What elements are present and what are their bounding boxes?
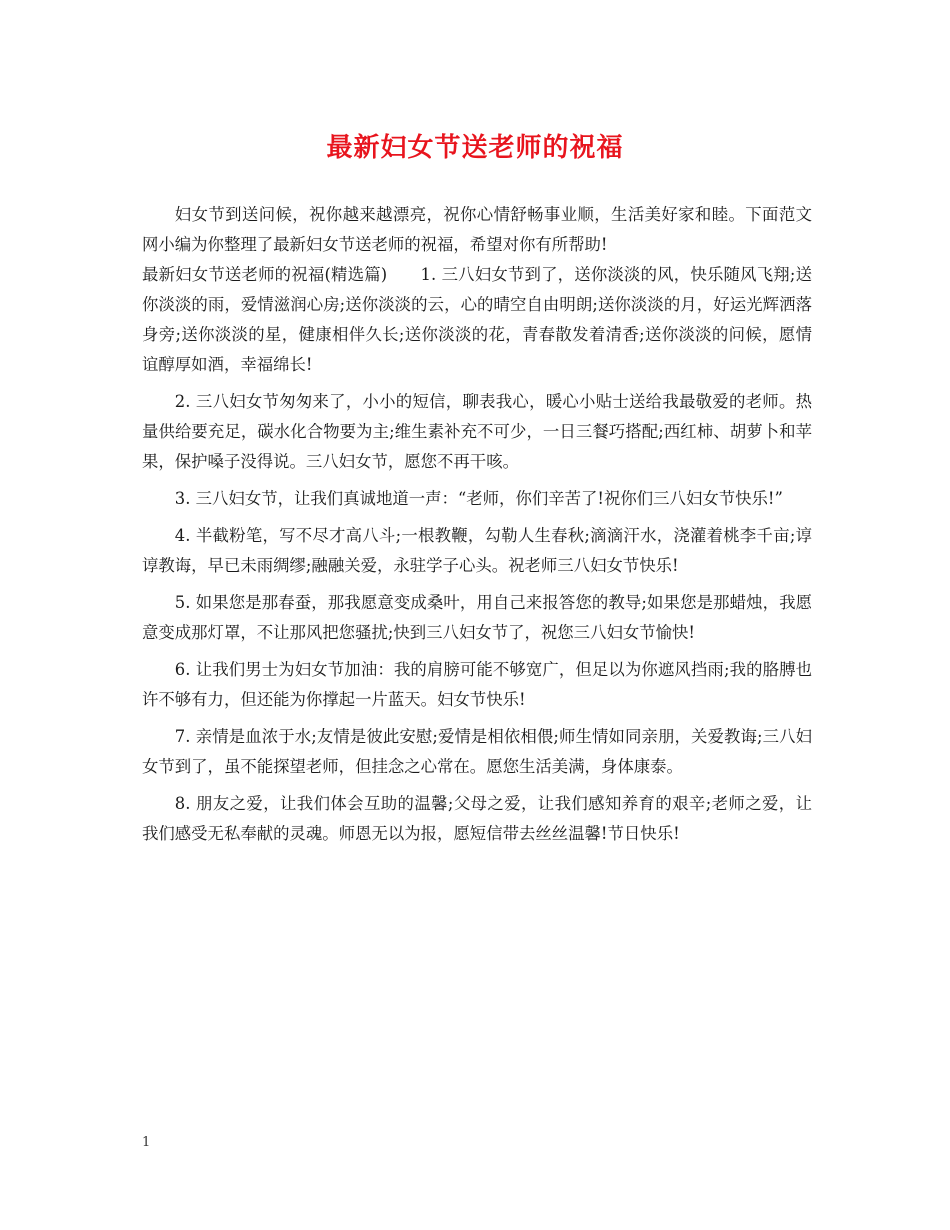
wish-item-5: 5. 如果您是那春蚕，那我愿意变成桑叶，用自己来报答您的教导;如果您是那蜡烛，我愿意变成那灯罩，不让那风把您骚扰;快到三八妇女节了，祝您三八妇女节愉快!: [142, 593, 812, 642]
page-number: 1: [142, 1135, 151, 1150]
wish-item-2: 2. 三八妇女节匆匆来了，小小的短信，聊表我心，暖心小贴士送给我最敬爱的老师。热量供给要充足，碳水化合物要为主;维生素补充不可少，一日三餐巧搭配;西红柿、胡萝卜和苹果，保护嗓子没得说。三八妇女节，愿您不再干咳。: [142, 392, 812, 471]
wish-item-6: 6. 让我们男士为妇女节加油：我的肩膀可能不够宽广，但足以为你遮风挡雨;我的胳膊也许不够有力，但还能为你撑起一片蓝天。妇女节快乐!: [142, 660, 812, 709]
intro-paragraph: 妇女节到送问候，祝你越来越漂亮，祝你心情舒畅事业顺，生活美好家和睦。下面范文网小编为你整理了最新妇女节送老师的祝福，希望对你有所帮助!: [142, 205, 812, 254]
wish-item-7: 7. 亲情是血浓于水;友情是彼此安慰;爱情是相依相偎;师生情如同亲朋，关爱教诲;三八妇女节到了，虽不能探望老师，但挂念之心常在。愿您生活美满，身体康泰。: [142, 727, 812, 776]
section-paragraph: 最新妇女节送老师的祝福(精选篇) 1. 三八妇女节到了，送你淡淡的风，快乐随风飞翔;送你淡淡的雨，爱情滋润心房;送你淡淡的云，心的晴空自由明朗;送你淡淡的月，好运光辉洒落身旁;送你淡淡的星，健康相伴久长;送你淡淡的花，青春散发着清香;送你淡淡的问候，愿情谊醇厚如酒，幸福绵长!: [142, 265, 812, 374]
document-title: 最新妇女节送老师的祝福: [326, 133, 624, 163]
wish-item-8: 8. 朋友之爱，让我们体会互助的温馨;父母之爱，让我们感知养育的艰辛;老师之爱，让我们感受无私奉献的灵魂。师恩无以为报，愿短信带去丝丝温馨!节日快乐!: [142, 794, 812, 843]
document-body: [142, 200, 812, 856]
wish-item-4: 4. 半截粉笔，写不尽才高八斗;一根教鞭，勾勒人生春秋;滴滴汗水，浇灌着桃李千亩;谆谆教诲，早已未雨绸缪;融融关爱，永驻学子心头。祝老师三八妇女节快乐!: [142, 526, 812, 575]
wish-item-3: 3. 三八妇女节，让我们真诚地道一声：“老师，你们辛苦了!祝你们三八妇女节快乐!”: [174, 489, 783, 508]
